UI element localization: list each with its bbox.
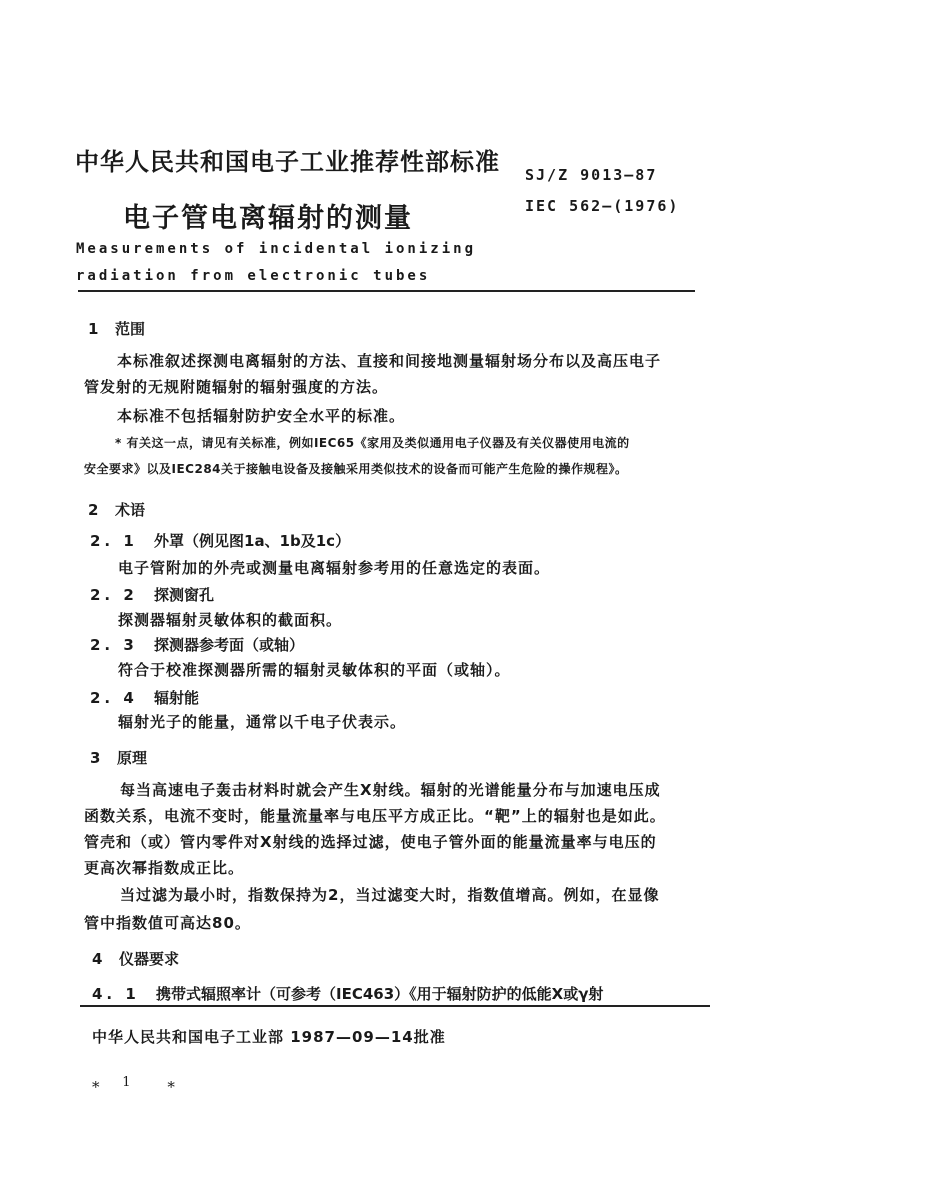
document-title-cn: 电子管电离辐射的测量 [123,203,413,234]
section-3-paragraph-2-line1: 当过滤为最小时，指数保持为2，当过滤变大时，指数值增高。例如，在显像 [120,886,660,904]
iec-code: IEC 562—(1976) [525,197,680,215]
section-3-heading [90,747,147,768]
standard-code: SJ/Z 9013—87 [525,166,658,184]
section-title: 原理 [117,749,148,767]
term-2-3-heading [90,634,304,655]
section-number: 1 [88,320,99,338]
section-2-heading [88,499,145,520]
approval-line: 中华人民共和国电子工业部 1987—09—14批准 [92,1028,446,1046]
section-title: 范围 [115,320,146,338]
page-footer [92,1075,175,1096]
section-4-heading [92,948,179,969]
section-1-heading [88,318,145,339]
term-2-2-definition: 探测器辐射灵敏体积的截面积。 [118,611,343,629]
header-divider [78,290,695,292]
footnote-line1: * 有关这一点，请见有关标准，例如IEC65《家用及类似通用电子仪器及有关仪器使用电流的 [115,436,630,450]
section-1-paragraph-line1: 本标准叙述探测电离辐射的方法、直接和间接地测量辐射场分布以及高压电子 [117,352,662,370]
document-title-en-line2: radiation from electronic tubes [76,268,431,284]
footer-right-mark: * [167,1078,175,1096]
section-title: 仪器要求 [119,950,180,968]
term-title: 辐射能 [154,689,200,707]
section-number: 3 [90,749,101,767]
term-number: 2. 3 [90,636,138,654]
term-number: 2. 1 [90,532,138,550]
clause-number: 4. 1 [92,985,140,1003]
clause-4-1 [92,983,603,1004]
section-3-paragraph-line4: 更高次幂指数成正比。 [84,859,245,877]
footer-divider [80,1005,710,1007]
footnote-line2: 安全要求》以及IEC284关于接触电设备及接触采用类似技术的设备而可能产生危险的操作规程》。 [84,462,628,476]
clause-text: 携带式辐照率计（可参考（IEC463）《用于辐射防护的低能X或γ射 [156,985,604,1003]
section-1-paragraph-line2: 管发射的无规附随辐射的辐射强度的方法。 [84,378,389,396]
term-2-3-definition: 符合于校准探测器所需的辐射灵敏体积的平面（或轴）。 [118,661,511,679]
footer-left-mark: * [92,1078,100,1096]
term-title: 探测窗孔 [154,586,215,604]
section-1-paragraph-2: 本标准不包括辐射防护安全水平的标准。 [117,407,406,425]
section-title: 术语 [115,501,146,519]
section-3-paragraph-line1: 每当高速电子轰击材料时就会产生X射线。辐射的光谱能量分布与加速电压成 [120,781,661,799]
section-3-paragraph-line2: 函数关系，电流不变时，能量流量率与电压平方成正比。“靶”上的辐射也是如此。 [84,807,666,825]
section-number: 4 [92,950,103,968]
term-number: 2. 4 [90,689,138,707]
term-2-1-heading [90,530,350,551]
section-3-paragraph-2-line2: 管中指数值可高达80。 [84,914,251,932]
term-2-4-heading [90,687,199,708]
document-title-en-line1: Measurements of incidental ionizing [76,241,477,257]
term-title: 外罩（例见图1a、1b及1c） [154,532,351,550]
issuing-organization: 中华人民共和国电子工业推荐性部标准 [75,148,500,176]
term-number: 2. 2 [90,586,138,604]
section-3-paragraph-line3: 管壳和（或）管内零件对X射线的选择过滤，使电子管外面的能量流量率与电压的 [84,833,657,851]
term-2-1-definition: 电子管附加的外壳或测量电离辐射参考用的任意选定的表面。 [118,559,551,577]
page-number: 1 [122,1075,131,1090]
term-2-4-definition: 辐射光子的能量，通常以千电子伏表示。 [118,713,407,731]
section-number: 2 [88,501,99,519]
term-2-2-heading [90,584,214,605]
term-title: 探测器参考面（或轴） [154,636,305,654]
